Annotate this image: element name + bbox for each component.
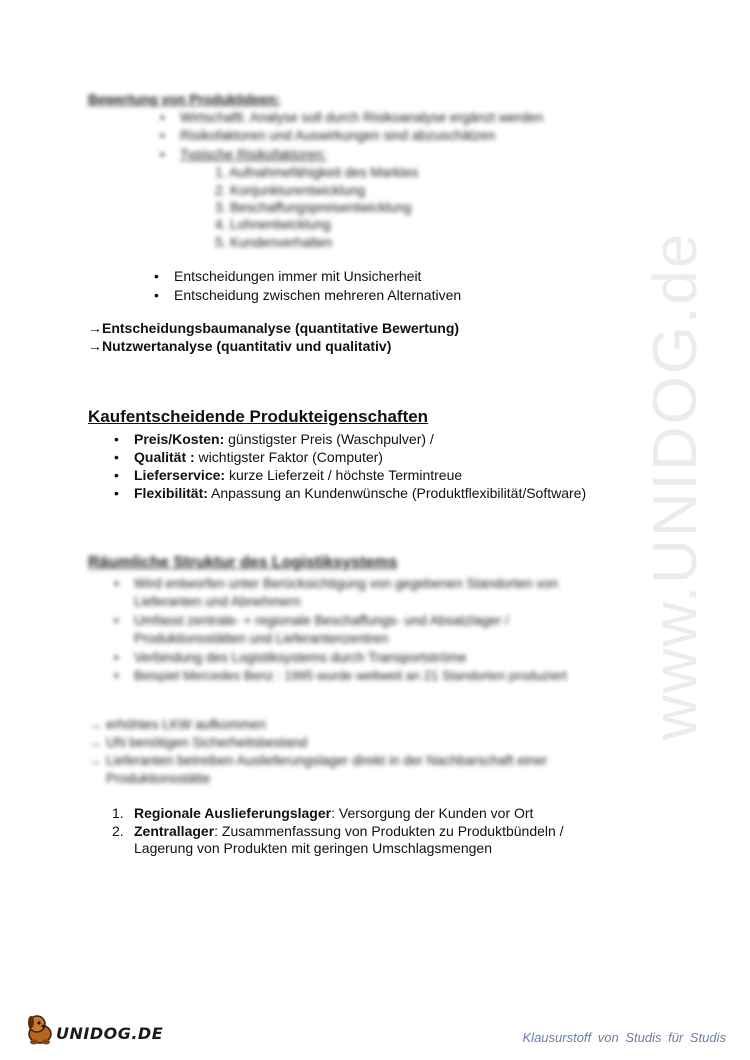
arrow-icon: → — [88, 320, 102, 336]
arrow-text: UN benötigen Sicherheitsbestand — [106, 735, 308, 750]
bullet-text: Umfasst zentrale- + regionale Beschaffungs- und Absatzlager / — [134, 613, 509, 628]
arrow-text: erhöhtes LKW aufkommen — [106, 717, 266, 732]
item-label: Qualität : — [134, 449, 195, 465]
bullet-text: Entscheidungen immer mit Unsicherheit — [174, 268, 422, 284]
arrow-line — [88, 320, 459, 336]
numbered-item: 1. Aufnahmefähigkeit des Marktes — [215, 165, 419, 180]
bullet-text: Produktionsstätten und Lieferantenzentren — [134, 631, 389, 646]
arrow-icon: → — [88, 338, 102, 354]
item-label: Flexibilität: — [134, 485, 208, 501]
arrow-text: Lieferanten betreiben Auslieferungslager direkt in der Nachbarschaft einer — [106, 753, 548, 768]
bullet-dot: • — [114, 431, 119, 447]
arrow-line — [88, 338, 391, 354]
dog-icon — [22, 1012, 58, 1046]
bullet-text: Wird entworfen unter Berücksichtigung von gegebenen Standorten von — [134, 576, 559, 591]
logo-text: UNIDOG.DE — [56, 1024, 164, 1043]
numbered-item: 3. Beschaffungspreisentwicklung — [215, 200, 412, 215]
bullet-dot: • — [114, 485, 119, 501]
item-text: Anpassung an Kundenwünsche (Produktflexibilität/Software) — [207, 485, 587, 501]
item-text: : Versorgung der Kunden vor Ort — [331, 805, 534, 821]
arrow-text: Produktionsstätte — [106, 771, 211, 786]
item-continuation: Lagerung von Produkten mit geringen Umschlagsmengen — [134, 840, 492, 856]
bullet-dot: • — [160, 128, 165, 143]
watermark: www.UNIDOG.de — [641, 231, 710, 740]
arrow-text: Nutzwertanalyse (quantitativ und qualitativ) — [102, 338, 392, 354]
section-heading: Kaufentscheidende Produkteigenschaften — [88, 407, 429, 426]
bullet-text: Typische Risikofaktoren: — [180, 147, 327, 162]
bullet-dot: • — [114, 613, 119, 628]
bullet-text: Entscheidung zwischen mehreren Alternativen — [174, 287, 462, 303]
bullet-dot: • — [114, 449, 119, 465]
bullet-dot: • — [114, 668, 119, 683]
item-label: Zentrallager — [134, 823, 215, 839]
section-title: Räumliche Struktur des Logistiksystems — [88, 554, 398, 571]
bullet-dot: • — [154, 287, 159, 303]
arrow-icon: → — [88, 717, 102, 732]
bullet-text: Lieferanten und Abnehmern — [134, 594, 301, 609]
item-text: : Zusammenfassung von Produkten zu Produktbündeln / — [214, 823, 564, 839]
bullet-text: Wirtschaftl. Analyse soll durch Risikoanalyse ergänzt werden — [180, 110, 544, 125]
numbered-item: 4. Lohnentwicklung — [215, 217, 331, 232]
section-title: Bewertung von Produktideen: — [88, 92, 281, 107]
bullet-dot: • — [154, 268, 159, 284]
item-text: wichtigster Faktor (Computer) — [194, 449, 383, 465]
bullet-dot: • — [114, 576, 119, 591]
item-number: 2. — [112, 823, 124, 839]
item-text: günstigster Preis (Waschpulver) / — [224, 431, 434, 447]
bullet-dot: • — [114, 467, 119, 483]
item-label: Lieferservice: — [134, 467, 226, 483]
numbered-item: 2. Konjunkturentwicklung — [215, 183, 366, 198]
item-label: Preis/Kosten: — [134, 431, 225, 447]
numbered-item: 5. Kundenverhalten — [215, 235, 333, 250]
item-label: Regionale Auslieferungslager — [134, 805, 332, 821]
item-number: 1. — [112, 805, 124, 821]
bullet-dot: • — [160, 110, 165, 125]
bullet-text: Risikofaktoren und Auswirkungen sind abzuschätzen — [180, 128, 496, 143]
bullet-text: Verbindung des Logistiksystems durch Transportströme — [134, 650, 467, 665]
footer-tagline: Klausurstoff von Studis für Studis — [522, 1030, 726, 1045]
arrow-text: Entscheidungsbaumanalyse (quantitative Bewertung) — [102, 320, 460, 336]
bullet-dot: • — [160, 147, 165, 162]
bullet-text: Beispiel Mercedes Benz : 1995 wurde weltweit an 21 Standorten produziert — [134, 668, 567, 683]
arrow-icon: → — [88, 735, 102, 750]
unidog-logo — [22, 1012, 162, 1048]
bullet-dot: • — [114, 650, 119, 665]
arrow-icon: → — [88, 753, 102, 768]
item-text: kurze Lieferzeit / höchste Termintreue — [225, 467, 463, 483]
